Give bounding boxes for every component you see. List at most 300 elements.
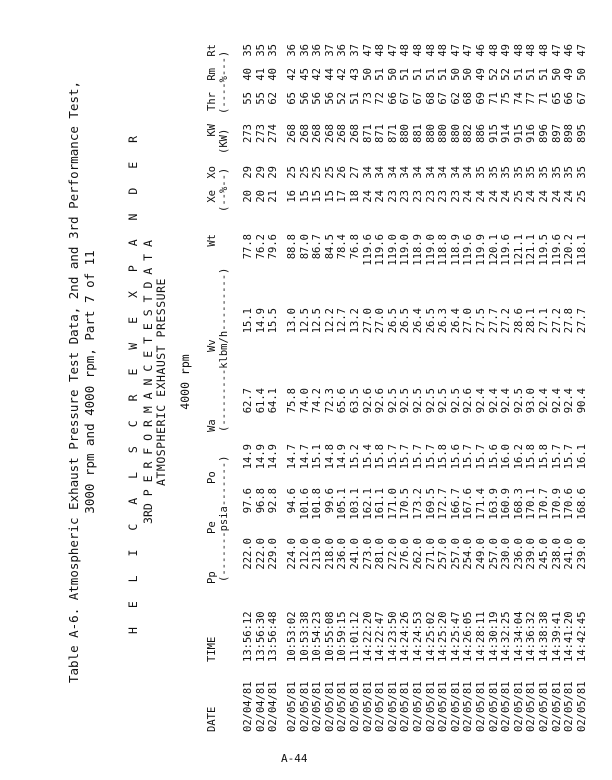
cell-date: 02/05/81 [575, 681, 588, 732]
cell-date: 02/05/81 [374, 681, 387, 732]
cell-thr: 74 [512, 92, 525, 105]
cell-thr: 67 [412, 92, 424, 105]
cell-thr: 55 [242, 92, 254, 105]
cell-rm: 52 [500, 68, 513, 81]
cell-rt: 36 [311, 44, 324, 57]
cell-rt: 48 [399, 44, 412, 57]
cell-wv: 27.7 [575, 308, 588, 334]
cell-pp: 222.0 [242, 538, 254, 570]
cell-po: 15.8 [374, 444, 387, 470]
cell-pe: 170.7 [538, 488, 550, 520]
cell-wa: 72.3 [323, 388, 336, 414]
cell-pp: 218.0 [323, 538, 336, 570]
cell-kw: 880 [437, 124, 450, 143]
cell-pp: 262.0 [412, 538, 424, 570]
cell-date: 02/05/81 [386, 681, 399, 732]
cell-date: 02/05/81 [286, 681, 298, 732]
cell-xo: 25 [311, 166, 324, 179]
cell-po: 15.7 [462, 444, 475, 470]
cell-wv: 12.5 [311, 308, 324, 334]
col-kw: KW [206, 124, 218, 137]
cell-wv: 13.0 [286, 308, 298, 334]
cell-xe: 17 [336, 190, 349, 203]
cell-po: 15.6 [449, 444, 462, 470]
cell-pe: 92.8 [267, 488, 280, 514]
cell-kw: 897 [550, 124, 563, 143]
cell-xo: 25 [298, 166, 311, 179]
col-po: Po [206, 471, 218, 484]
cell-po: 14.9 [336, 444, 349, 470]
cell-rm: 51 [525, 68, 538, 81]
cell-wv: 12.2 [323, 308, 336, 334]
cell-wa: 92.5 [424, 388, 437, 414]
cell-rt: 48 [437, 44, 450, 57]
cell-kw: 898 [563, 124, 576, 143]
cell-wv: 12.7 [336, 308, 349, 334]
cell-xe: 24 [374, 190, 387, 203]
cell-wa: 92.5 [399, 388, 412, 414]
cell-thr: 62 [449, 92, 462, 105]
cell-date: 02/05/81 [361, 681, 374, 732]
cell-wv: 27.1 [538, 308, 550, 334]
cell-date: 02/05/81 [500, 681, 513, 732]
cell-po: 15.4 [361, 444, 374, 470]
cell-xe: 21 [267, 190, 280, 203]
cell-date: 02/05/81 [311, 681, 324, 732]
cell-wt: 119.0 [424, 234, 437, 266]
cell-wa: 92.4 [538, 388, 550, 414]
cell-rt: 35 [242, 44, 254, 57]
cell-rm: 50 [462, 68, 475, 81]
cell-xo: 34 [399, 166, 412, 179]
cell-xe: 15 [311, 190, 324, 203]
cell-rm: 51 [399, 68, 412, 81]
cell-kw: 268 [336, 124, 349, 143]
cell-thr: 65 [550, 92, 563, 105]
cell-time: 13:56:30 [254, 611, 267, 662]
cell-pe: 168.3 [512, 488, 525, 520]
units-pct-eff: (----%---) [218, 50, 230, 114]
cell-wv: 27.2 [550, 308, 563, 334]
cell-time: 14:24:53 [412, 611, 424, 662]
cell-kw: 871 [361, 124, 374, 143]
col-xo: Xo [206, 166, 218, 179]
cell-wa: 92.5 [437, 388, 450, 414]
cell-rm: 51 [424, 68, 437, 81]
cell-pe: 163.9 [487, 488, 500, 520]
cell-po: 16.1 [575, 444, 588, 470]
col-wv: Wv [206, 339, 218, 352]
cell-date: 02/05/81 [449, 681, 462, 732]
cell-wv: 12.5 [298, 308, 311, 334]
cell-xo: 34 [449, 166, 462, 179]
cell-wt: 76.8 [349, 234, 361, 260]
cell-wt: 119.6 [550, 234, 563, 266]
cell-xo: 34 [437, 166, 450, 179]
cell-po: 15.8 [538, 444, 550, 470]
cell-thr: 67 [437, 92, 450, 105]
cell-kw: 886 [475, 124, 487, 143]
cell-thr: 71 [538, 92, 550, 105]
cell-xe: 16 [286, 190, 298, 203]
cell-pe: 101.8 [311, 488, 324, 520]
cell-wa: 65.6 [336, 388, 349, 414]
cell-xo: 35 [563, 166, 576, 179]
cell-xe: 15 [323, 190, 336, 203]
cell-pp: 249.0 [475, 538, 487, 570]
cell-thr: 51 [349, 92, 361, 105]
cell-pp: 229.0 [267, 538, 280, 570]
units-pct-x: (--%--) [218, 167, 230, 212]
cell-rt: 48 [412, 44, 424, 57]
cell-po: 16.0 [500, 444, 513, 470]
cell-rt: 48 [487, 44, 500, 57]
cell-kw: 882 [462, 124, 475, 143]
cell-rm: 51 [412, 68, 424, 81]
cell-wt: 118.8 [437, 234, 450, 266]
cell-wa: 93.0 [525, 388, 538, 414]
cell-wa: 74.0 [298, 388, 311, 414]
cell-pe: 94.6 [286, 488, 298, 514]
cell-thr: 71 [487, 92, 500, 105]
cell-time: 13:56:12 [242, 611, 254, 662]
cell-rt: 46 [475, 44, 487, 57]
cell-pp: 257.0 [437, 538, 450, 570]
cell-xe: 23 [386, 190, 399, 203]
cell-kw: 268 [311, 124, 324, 143]
cell-wa: 92.4 [500, 388, 513, 414]
cell-time: 14:32:25 [500, 611, 513, 662]
cell-time: 14:24:26 [399, 611, 412, 662]
cell-wt: 86.7 [311, 234, 324, 260]
cell-rt: 47 [449, 44, 462, 57]
cell-wa: 62.7 [242, 388, 254, 414]
cell-wa: 74.2 [311, 388, 324, 414]
cell-wv: 27.8 [563, 308, 576, 334]
cell-po: 15.7 [550, 444, 563, 470]
cell-thr: 66 [563, 92, 576, 105]
cell-xe: 24 [475, 190, 487, 203]
cell-wv: 27.5 [475, 308, 487, 334]
cell-wv: 28.6 [512, 308, 525, 334]
cell-kw: 880 [399, 124, 412, 143]
cell-wv: 26.3 [437, 308, 450, 334]
cell-wa: 92.4 [550, 388, 563, 414]
cell-thr: 67 [575, 92, 588, 105]
title-heading-line3: ATMOSPHERIC EXHAUST PRESSURE [154, 278, 168, 486]
cell-wv: 26.4 [449, 308, 462, 334]
cell-kw: 268 [323, 124, 336, 143]
cell-pe: 103.1 [349, 488, 361, 520]
cell-rm: 50 [550, 68, 563, 81]
cell-rt: 37 [323, 44, 336, 57]
cell-date: 02/05/81 [424, 681, 437, 732]
cell-kw: 916 [525, 124, 538, 143]
cell-po: 15.7 [424, 444, 437, 470]
cell-wa: 92.5 [512, 388, 525, 414]
table-caption-line1: Table A-6. Atmospheric Exhaust Pressure Test Data, 2nd and 3rd Performance Test, [66, 80, 81, 684]
units-klbmh: (---------klbm/h---------) [218, 267, 230, 432]
cell-rm: 41 [254, 68, 267, 81]
cell-wt: 119.0 [399, 234, 412, 266]
cell-rt: 47 [575, 44, 588, 57]
cell-po: 15.2 [349, 444, 361, 470]
cell-pe: 97.6 [242, 488, 254, 514]
cell-time: 10:55:08 [323, 611, 336, 662]
cell-wt: 84.5 [323, 234, 336, 260]
cell-xe: 24 [462, 190, 475, 203]
col-date: DATE [206, 706, 218, 732]
cell-pe: 101.6 [298, 488, 311, 520]
cell-xo: 35 [550, 166, 563, 179]
cell-date: 02/05/81 [475, 681, 487, 732]
cell-wa: 75.8 [286, 388, 298, 414]
cell-time: 10:59:15 [336, 611, 349, 662]
cell-pp: 257.0 [487, 538, 500, 570]
cell-pp: 254.0 [462, 538, 475, 570]
cell-rt: 36 [336, 44, 349, 57]
cell-xe: 24 [563, 190, 576, 203]
cell-xe: 18 [349, 190, 361, 203]
title-heading-line1: H E L I C A L S C R E W E X P A N D E R [126, 129, 140, 635]
cell-wt: 120.1 [487, 234, 500, 266]
cell-po: 15.6 [487, 444, 500, 470]
cell-pe: 166.7 [449, 488, 462, 520]
cell-pp: 241.0 [563, 538, 576, 570]
cell-wt: 77.8 [242, 234, 254, 260]
cell-rt: 47 [550, 44, 563, 57]
cell-xe: 15 [298, 190, 311, 203]
col-time: TIME [206, 636, 218, 662]
cell-wt: 76.2 [254, 234, 267, 260]
cell-time: 14:25:47 [449, 611, 462, 662]
cell-pe: 161.1 [374, 488, 387, 520]
cell-rm: 50 [361, 68, 374, 81]
cell-rt: 36 [298, 44, 311, 57]
cell-xo: 25 [323, 166, 336, 179]
cell-xe: 23 [412, 190, 424, 203]
cell-rm: 49 [475, 68, 487, 81]
cell-po: 14.7 [286, 444, 298, 470]
cell-xe: 23 [437, 190, 450, 203]
cell-pp: 224.0 [286, 538, 298, 570]
cell-po: 15.1 [311, 444, 324, 470]
cell-rm: 42 [336, 68, 349, 81]
cell-wv: 27.2 [500, 308, 513, 334]
cell-xo: 35 [525, 166, 538, 179]
col-wt: Wt [206, 234, 218, 247]
cell-rm: 50 [449, 68, 462, 81]
cell-pp: 238.0 [550, 538, 563, 570]
cell-thr: 72 [374, 92, 387, 105]
cell-time: 14:26:05 [462, 611, 475, 662]
cell-pp: 239.0 [575, 538, 588, 570]
cell-pe: 170.5 [399, 488, 412, 520]
cell-pp: 212.0 [298, 538, 311, 570]
cell-xo: 35 [512, 166, 525, 179]
rpm-label: 4000 rpm [178, 354, 192, 410]
cell-time: 10:53:02 [286, 611, 298, 662]
cell-thr: 69 [475, 92, 487, 105]
cell-wt: 88.8 [286, 234, 298, 260]
cell-pe: 167.6 [462, 488, 475, 520]
cell-pe: 171.4 [475, 488, 487, 520]
cell-xo: 35 [487, 166, 500, 179]
cell-wt: 119.6 [500, 234, 513, 266]
cell-rt: 47 [462, 44, 475, 57]
cell-xo: 34 [462, 166, 475, 179]
cell-rm: 42 [311, 68, 324, 81]
cell-wa: 64.1 [267, 388, 280, 414]
cell-po: 15.7 [475, 444, 487, 470]
cell-pe: 105.1 [336, 488, 349, 520]
cell-po: 15.7 [386, 444, 399, 470]
cell-wa: 92.4 [563, 388, 576, 414]
col-rt: Rt [206, 44, 218, 57]
cell-pe: 170.1 [525, 488, 538, 520]
cell-pe: 170.9 [550, 488, 563, 520]
cell-wt: 120.2 [563, 234, 576, 266]
cell-pp: 230.0 [500, 538, 513, 570]
cell-wa: 63.5 [349, 388, 361, 414]
cell-wt: 119.9 [475, 234, 487, 266]
cell-rm: 42 [286, 68, 298, 81]
cell-rm: 51 [512, 68, 525, 81]
cell-wv: 27.7 [487, 308, 500, 334]
cell-po: 14.9 [267, 444, 280, 470]
cell-kw: 895 [575, 124, 588, 143]
cell-xe: 24 [500, 190, 513, 203]
cell-wt: 119.6 [374, 234, 387, 266]
cell-time: 14:23:50 [386, 611, 399, 662]
cell-thr: 77 [525, 92, 538, 105]
cell-wt: 79.6 [267, 234, 280, 260]
cell-kw: 273 [242, 124, 254, 143]
col-xe: Xe [206, 190, 218, 203]
cell-time: 14:25:02 [424, 611, 437, 662]
cell-wv: 15.1 [242, 308, 254, 334]
cell-wa: 92.4 [475, 388, 487, 414]
cell-rm: 52 [487, 68, 500, 81]
cell-pe: 96.8 [254, 488, 267, 514]
cell-pe: 171.0 [386, 488, 399, 520]
cell-xe: 20 [242, 190, 254, 203]
cell-date: 02/05/81 [538, 681, 550, 732]
cell-wt: 118.1 [575, 234, 588, 266]
title-heading-line2: 3RD P E R F O R M A N C E T E S T D A T A [141, 240, 155, 524]
cell-pe: 99.6 [323, 488, 336, 514]
cell-rm: 40 [242, 68, 254, 81]
cell-po: 14.8 [323, 444, 336, 470]
cell-date: 02/05/81 [437, 681, 450, 732]
cell-time: 14:42:45 [575, 611, 588, 662]
cell-wa: 92.5 [386, 388, 399, 414]
cell-time: 14:30:19 [487, 611, 500, 662]
cell-xe: 24 [487, 190, 500, 203]
cell-thr: 75 [500, 92, 513, 105]
cell-wt: 78.4 [336, 234, 349, 260]
cell-wv: 26.5 [399, 308, 412, 334]
cell-time: 14:36:32 [525, 611, 538, 662]
cell-wa: 90.4 [575, 388, 588, 414]
cell-date: 02/05/81 [298, 681, 311, 732]
cell-pp: 222.0 [254, 538, 267, 570]
cell-wt: 121.1 [525, 234, 538, 266]
cell-date: 02/04/81 [254, 681, 267, 732]
cell-pp: 236.0 [512, 538, 525, 570]
cell-pe: 160.9 [500, 488, 513, 520]
cell-xe: 23 [449, 190, 462, 203]
cell-pp: 213.0 [311, 538, 324, 570]
cell-date: 02/05/81 [563, 681, 576, 732]
cell-po: 15.7 [563, 444, 576, 470]
cell-wt: 87.0 [298, 234, 311, 260]
cell-thr: 56 [311, 92, 324, 105]
col-pe: Pe [206, 521, 218, 534]
cell-date: 02/05/81 [550, 681, 563, 732]
cell-wt: 119.6 [361, 234, 374, 266]
cell-wv: 14.9 [254, 308, 267, 334]
cell-wv: 27.0 [374, 308, 387, 334]
cell-wt: 118.9 [412, 234, 424, 266]
cell-rm: 50 [575, 68, 588, 81]
column-header-row [206, 44, 218, 732]
cell-rt: 48 [512, 44, 525, 57]
page-number: A-44 [281, 752, 308, 765]
cell-xo: 35 [538, 166, 550, 179]
cell-xo: 25 [286, 166, 298, 179]
cell-po: 14.9 [242, 444, 254, 470]
cell-rt: 48 [538, 44, 550, 57]
cell-po: 14.7 [298, 444, 311, 470]
cell-wt: 119.0 [386, 234, 399, 266]
cell-thr: 73 [361, 92, 374, 105]
cell-date: 02/05/81 [412, 681, 424, 732]
cell-date: 02/05/81 [487, 681, 500, 732]
cell-wv: 28.1 [525, 308, 538, 334]
cell-rt: 48 [374, 44, 387, 57]
cell-pe: 169.5 [424, 488, 437, 520]
cell-wa: 92.5 [449, 388, 462, 414]
cell-xe: 25 [512, 190, 525, 203]
cell-rt: 36 [286, 44, 298, 57]
cell-date: 02/05/81 [323, 681, 336, 732]
cell-xe: 24 [538, 190, 550, 203]
cell-xe: 20 [254, 190, 267, 203]
cell-wv: 15.5 [267, 308, 280, 334]
cell-kw: 914 [500, 124, 513, 143]
cell-rt: 37 [349, 44, 361, 57]
cell-date: 02/04/81 [242, 681, 254, 732]
cell-rt: 47 [386, 44, 399, 57]
cell-kw: 915 [487, 124, 500, 143]
cell-time: 14:28:11 [475, 611, 487, 662]
cell-thr: 56 [323, 92, 336, 105]
cell-wv: 26.4 [412, 308, 424, 334]
cell-kw: 915 [512, 124, 525, 143]
cell-xe: 24 [525, 190, 538, 203]
cell-wt: 119.6 [462, 234, 475, 266]
cell-kw: 274 [267, 124, 280, 143]
cell-xe: 25 [575, 190, 588, 203]
cell-xo: 35 [575, 166, 588, 179]
cell-rt: 35 [254, 44, 267, 57]
cell-xo: 34 [424, 166, 437, 179]
col-wa: Wa [206, 419, 218, 432]
cell-thr: 67 [399, 92, 412, 105]
cell-kw: 880 [424, 124, 437, 143]
cell-pp: 281.0 [374, 538, 387, 570]
